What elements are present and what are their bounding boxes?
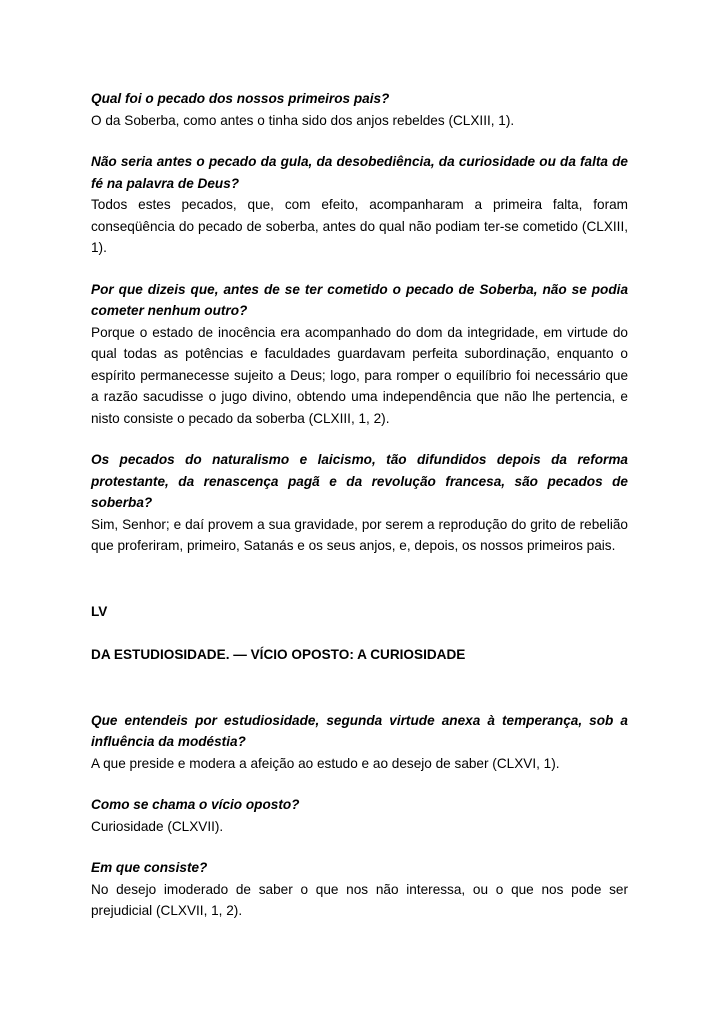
answer: Porque o estado de inocência era acompanhado do dom da integridade, em virtude do qual todas as potências e faculdades guardavam perfeita subordinação, enquanto o espírito permanecesse sujeito a Deus; logo, para romper o equilíbrio foi necessário que a razão sacudisse o jugo divino, obtendo uma independência que não lhe pertencia, e nisto consiste o pecado da soberba (CLXIII, 1, 2). bbox=[91, 324, 628, 426]
question: Não seria antes o pecado da gula, da desobediência, da curiosidade ou da falta de fé na palavra de Deus? bbox=[91, 154, 628, 191]
answer: O da Soberba, como antes o tinha sido dos anjos rebeldes (CLXIII, 1). bbox=[91, 112, 515, 128]
answer: Sim, Senhor; e daí provem a sua gravidade, por serem a reprodução do grito de rebelião que proferiram, primeiro, Satanás e os seus anjos, e, depois, os nossos primeiros pais. bbox=[91, 516, 628, 553]
question: Qual foi o pecado dos nossos primeiros pais? bbox=[91, 91, 390, 106]
answer: Curiosidade (CLXVII). bbox=[91, 818, 224, 834]
qa-block-3 bbox=[91, 279, 628, 430]
section-number: LV bbox=[91, 603, 108, 619]
section-title: DA ESTUDIOSIDADE. — VÍCIO OPOSTO: A CURIOSIDADE bbox=[91, 647, 466, 662]
question: Os pecados do naturalismo e laicismo, tão difundidos depois da reforma protestante, da renascença pagã e da revolução francesa, são pecados de soberba? bbox=[91, 452, 628, 510]
qa-block-2 bbox=[91, 151, 628, 259]
qa-block-5 bbox=[91, 710, 628, 775]
qa-block-1 bbox=[91, 88, 628, 131]
qa-block-6 bbox=[91, 794, 628, 837]
qa-block-7 bbox=[91, 857, 628, 922]
question: Que entendeis por estudiosidade, segunda virtude anexa à temperança, sob a influência da modéstia? bbox=[91, 712, 628, 749]
answer: Todos estes pecados, que, com efeito, acompanharam a primeira falta, foram conseqüência do pecado de soberba, antes do qual não podiam ter-se cometido (CLXIII, 1). bbox=[91, 197, 628, 255]
qa-block-4 bbox=[91, 449, 628, 557]
question: Por que dizeis que, antes de se ter cometido o pecado de Soberba, não se podia cometer nenhum outro? bbox=[91, 281, 628, 318]
question: Como se chama o vício oposto? bbox=[91, 797, 300, 812]
answer: A que preside e modera a afeição ao estudo e ao desejo de saber (CLXVI, 1). bbox=[91, 755, 560, 771]
answer: No desejo imoderado de saber o que nos não interessa, ou o que nos pode ser prejudicial (CLXVII, 1, 2). bbox=[91, 881, 628, 918]
document-page bbox=[91, 88, 628, 922]
question: Em que consiste? bbox=[91, 860, 208, 875]
